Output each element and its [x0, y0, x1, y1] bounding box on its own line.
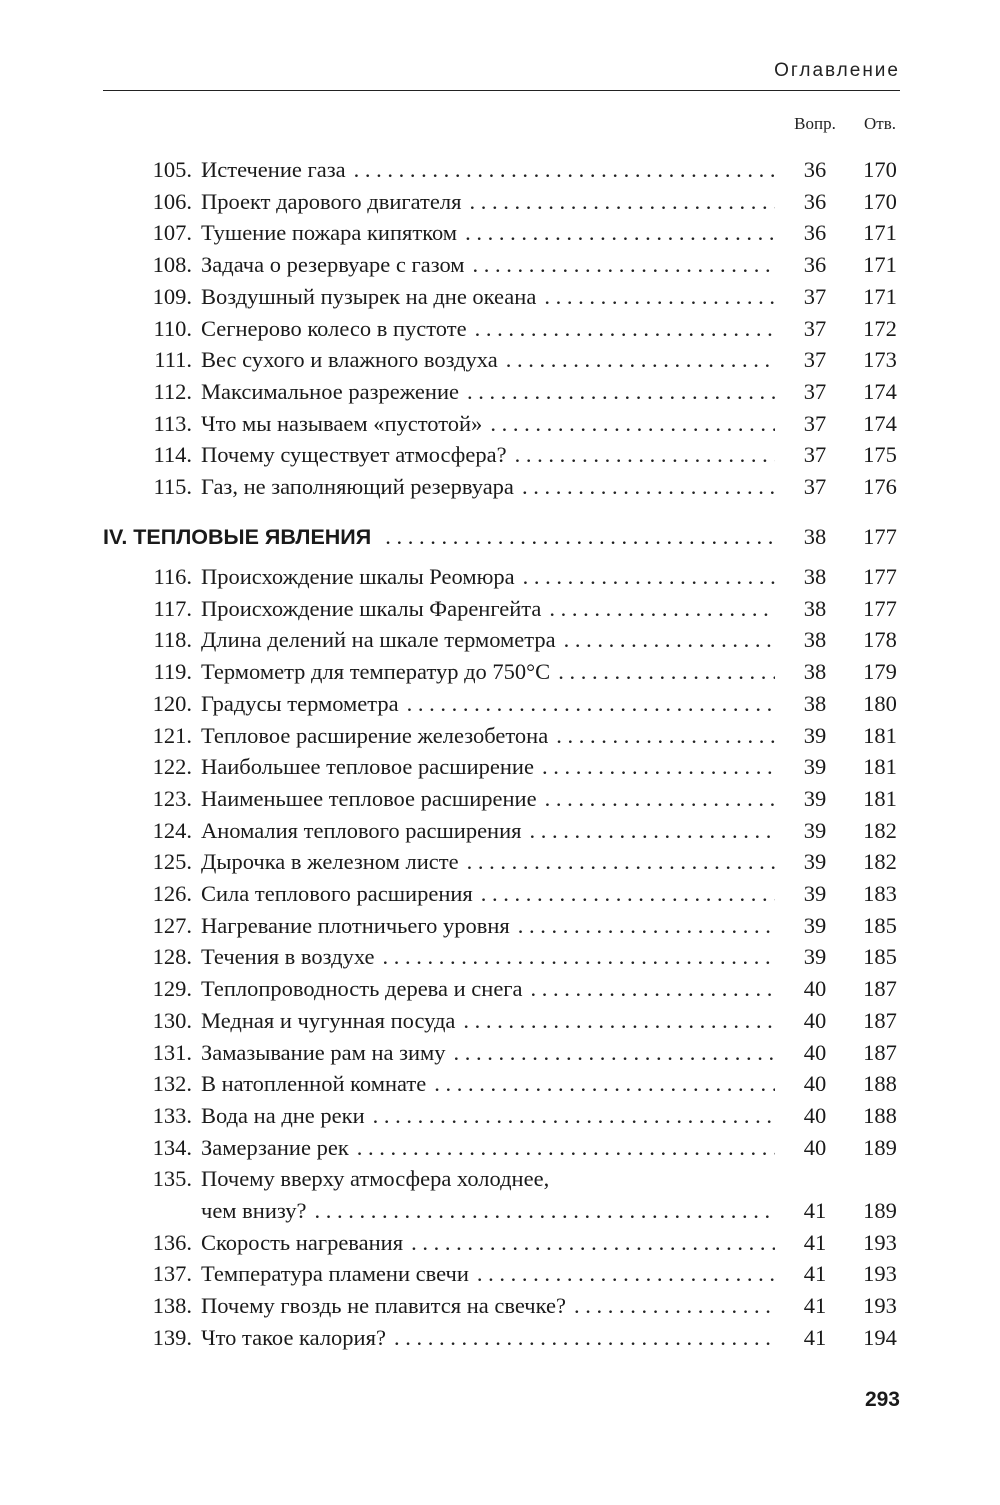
leader-dots [541, 593, 775, 625]
leader-dots [455, 1005, 775, 1037]
entry-number: 115. [153, 474, 192, 499]
entry-number: 107. [152, 220, 192, 246]
entry-title: чем внизу? . . . [201, 1195, 775, 1227]
entry-number: 112. [153, 378, 192, 404]
entry-title: Теплопроводность дерева и снега . . . [201, 973, 775, 1005]
leader-dots [365, 1100, 775, 1132]
entry-number: 132. [152, 1071, 192, 1097]
column-headers [0, 114, 1000, 138]
question-page: 40 [803, 1102, 827, 1128]
toc-entry [0, 439, 1000, 471]
answer-page: 189 [863, 1134, 897, 1160]
answer-page: 177 [863, 524, 897, 549]
toc-entry [0, 783, 1000, 815]
entry-title: Почему существует атмосфера? . . . [201, 439, 775, 471]
leader-dots [426, 1068, 775, 1100]
answer-page: 177 [863, 564, 897, 589]
answers-column-header: Отв. [864, 114, 896, 133]
entry-number: 118. [153, 627, 192, 653]
answer-page: 189 [863, 1198, 897, 1223]
question-page: 40 [803, 1007, 827, 1033]
question-page: 41 [803, 1261, 827, 1287]
leader-dots [461, 186, 775, 218]
leader-dots [371, 520, 775, 554]
question-page: 38 [803, 627, 827, 653]
leader-dots [346, 154, 775, 186]
entry-title: В натопленной комнате . . . [201, 1068, 775, 1100]
question-page: 38 [803, 595, 827, 621]
leader-dots [459, 846, 775, 878]
answer-page: 174 [863, 410, 897, 436]
entry-title: Тушение пожара кипятком . . . [201, 217, 775, 249]
answer-page: 173 [863, 347, 897, 373]
answer-page: 183 [863, 881, 897, 906]
question-page: 37 [803, 410, 827, 436]
answer-page: 187 [863, 976, 897, 1002]
question-page: 39 [803, 722, 827, 748]
answer-page: 171 [863, 220, 897, 246]
entry-number: 109. [152, 283, 192, 309]
leader-dots [510, 910, 775, 942]
leader-dots [536, 281, 775, 313]
entry-number: 120. [152, 690, 192, 716]
answer-page: 188 [863, 1071, 897, 1097]
question-page: 39 [803, 754, 827, 780]
answer-page: 194 [863, 1324, 897, 1350]
answer-page: 187 [863, 1039, 897, 1065]
toc-entry [0, 1163, 1000, 1195]
entry-number: 131. [152, 1039, 192, 1065]
leader-dots [467, 313, 775, 345]
answer-page: 181 [863, 785, 897, 811]
entry-title: Задача о резервуаре с газом . . . [201, 249, 775, 281]
entry-title: Вес сухого и влажного воздуха . . . [201, 344, 775, 376]
answer-page: 170 [863, 157, 897, 182]
entry-number: 116. [153, 564, 192, 589]
entry-title: Наибольшее тепловое расширение . . . [201, 751, 775, 783]
entry-title: Сегнерово колесо в пустоте . . . [201, 313, 775, 345]
leader-dots [537, 783, 775, 815]
entry-title: Замерзание рек . . . [201, 1132, 775, 1164]
answer-page: 177 [863, 595, 897, 621]
question-page: 41 [803, 1293, 827, 1319]
section-heading [0, 520, 1000, 554]
leader-dots [375, 941, 776, 973]
toc-entry [0, 878, 1000, 910]
entry-title: Термометр для температур до 750°С . . . [201, 656, 775, 688]
answer-page: 176 [863, 474, 897, 499]
question-page: 38 [803, 564, 827, 589]
toc-entry [0, 408, 1000, 440]
entry-title: Почему гвоздь не плавится на свечке? . . . [201, 1290, 775, 1322]
answer-page: 185 [863, 944, 897, 970]
question-page: 37 [803, 378, 827, 404]
entry-number: 122. [152, 754, 192, 780]
question-page: 37 [803, 442, 827, 468]
toc-entry [0, 217, 1000, 249]
toc-entry [0, 344, 1000, 376]
toc-entry-continuation [0, 1195, 1000, 1227]
entry-number: 137. [152, 1261, 192, 1287]
question-page: 39 [803, 785, 827, 811]
running-head: Оглавление [774, 60, 900, 81]
leader-dots [457, 217, 775, 249]
entry-title: Длина делений на шкале термометра . . . [201, 624, 775, 656]
toc-entry [0, 376, 1000, 408]
entry-title: Максимальное разрежение . . . [201, 376, 775, 408]
entry-title: Происхождение шкалы Реомюра . . . [201, 561, 775, 593]
toc-entry [0, 281, 1000, 313]
toc-entry [0, 973, 1000, 1005]
leader-dots [482, 408, 775, 440]
question-page: 38 [803, 659, 827, 685]
toc-entry [0, 1227, 1000, 1259]
question-page: 40 [803, 1039, 827, 1065]
question-page: 36 [803, 188, 827, 214]
question-page: 36 [803, 157, 827, 182]
questions-column-header: Вопр. [794, 114, 836, 133]
entry-title: Почему вверху атмосфера холоднее, [201, 1166, 550, 1192]
entry-title: Нагревание плотничьего уровня . . . [201, 910, 775, 942]
leader-dots [507, 439, 775, 471]
toc-entry [0, 561, 1000, 593]
toc-entry [0, 1290, 1000, 1322]
leader-dots [465, 249, 775, 281]
entry-number: 119. [153, 659, 192, 685]
entry-number: 126. [152, 881, 192, 906]
answer-page: 193 [863, 1229, 897, 1255]
toc-entry [0, 154, 1000, 186]
entry-title: Температура пламени свечи . . . [201, 1258, 775, 1290]
leader-dots [550, 656, 775, 688]
answer-page: 188 [863, 1102, 897, 1128]
answer-page: 178 [863, 627, 897, 653]
entry-title: Проект дарового двигателя . . . [201, 186, 775, 218]
entry-number: 113. [153, 410, 192, 436]
leader-dots [523, 973, 775, 1005]
answer-page: 193 [863, 1261, 897, 1287]
toc-entry [0, 471, 1000, 503]
toc-entry [0, 910, 1000, 942]
leader-dots [469, 1258, 775, 1290]
entry-number: 138. [152, 1293, 192, 1319]
question-page: 39 [803, 881, 827, 906]
answer-page: 174 [863, 378, 897, 404]
answer-page: 193 [863, 1293, 897, 1319]
answer-page: 172 [863, 315, 897, 341]
question-page: 38 [803, 690, 827, 716]
entry-title: Течения в воздухе . . . [201, 941, 775, 973]
leader-dots [403, 1227, 775, 1259]
toc-entry [0, 1068, 1000, 1100]
answer-page: 171 [863, 283, 897, 309]
answer-page: 180 [863, 690, 897, 716]
question-page: 39 [803, 944, 827, 970]
entry-title: Скорость нагревания . . . [201, 1227, 775, 1259]
entry-number: 139. [152, 1324, 192, 1350]
entry-number: 105. [152, 157, 192, 182]
question-page: 36 [803, 252, 827, 278]
toc-entry [0, 1322, 1000, 1354]
entry-title: Что мы называем «пустотой» . . . [201, 408, 775, 440]
leader-dots [386, 1322, 775, 1354]
entry-title: Градусы термометра . . . [201, 688, 775, 720]
answer-page: 182 [863, 817, 897, 843]
question-page: 40 [803, 1071, 827, 1097]
leader-dots [498, 344, 775, 376]
leader-dots [349, 1132, 775, 1164]
entry-number: 136. [152, 1229, 192, 1255]
toc-entry [0, 593, 1000, 625]
entry-number: 108. [152, 252, 192, 278]
entry-number: 128. [152, 944, 192, 970]
leader-dots [515, 561, 775, 593]
leader-dots [399, 688, 775, 720]
question-page: 41 [803, 1229, 827, 1255]
entry-title: Дырочка в железном листе . . . [201, 846, 775, 878]
section-title: IV. ТЕПЛОВЫЕ ЯВЛЕНИЯ . . . [103, 520, 775, 554]
toc-entry [0, 656, 1000, 688]
entry-number: 133. [152, 1102, 192, 1128]
entry-title: Тепловое расширение железобетона . . . [201, 720, 775, 752]
leader-dots [556, 624, 775, 656]
entry-number: 124. [152, 817, 192, 843]
entry-number: 110. [153, 315, 192, 341]
entry-number: 130. [152, 1007, 192, 1033]
question-page: 39 [803, 912, 827, 938]
leader-dots [446, 1037, 775, 1069]
leader-dots [566, 1290, 775, 1322]
entry-title: Что такое калория? . . . [201, 1322, 775, 1354]
answer-page: 187 [863, 1007, 897, 1033]
leader-dots [473, 878, 775, 910]
entry-title: Сила теплового расширения . . . [201, 878, 775, 910]
toc-entry [0, 846, 1000, 878]
toc-entry [0, 1132, 1000, 1164]
leader-dots [459, 376, 775, 408]
entry-number: 114. [153, 442, 192, 468]
question-page: 37 [803, 474, 827, 499]
entry-title: Воздушный пузырек на дне океана . . . [201, 281, 775, 313]
answer-page: 185 [863, 912, 897, 938]
toc-entry [0, 688, 1000, 720]
entry-number: 135. [152, 1166, 192, 1192]
entry-number: 111. [154, 347, 192, 373]
entry-title: Газ, не заполняющий резервуара . . . [201, 471, 775, 503]
toc-entry [0, 751, 1000, 783]
question-page: 39 [803, 849, 827, 875]
toc-entry [0, 1005, 1000, 1037]
leader-dots [307, 1195, 775, 1227]
entry-title: Медная и чугунная посуда . . . [201, 1005, 775, 1037]
question-page: 37 [803, 347, 827, 373]
entry-number: 127. [152, 912, 192, 938]
toc-entry [0, 720, 1000, 752]
leader-dots [534, 751, 775, 783]
answer-page: 171 [863, 252, 897, 278]
entry-title: Вода на дне реки . . . [201, 1100, 775, 1132]
answer-page: 170 [863, 188, 897, 214]
entry-number: 134. [152, 1134, 192, 1160]
question-page: 37 [803, 315, 827, 341]
toc-entry [0, 1258, 1000, 1290]
question-page: 38 [803, 524, 827, 549]
entry-title: Аномалия теплового расширения . . . [201, 815, 775, 847]
question-page: 37 [803, 283, 827, 309]
answer-page: 179 [863, 659, 897, 685]
page-number: 293 [864, 1388, 900, 1411]
toc-entry [0, 249, 1000, 281]
question-page: 36 [803, 220, 827, 246]
toc-entry [0, 941, 1000, 973]
toc-entry [0, 186, 1000, 218]
entry-title: Наименьшее тепловое расширение . . . [201, 783, 775, 815]
entry-number: 121. [152, 722, 192, 748]
entry-title: Замазывание рам на зиму . . . [201, 1037, 775, 1069]
question-page: 40 [803, 1134, 827, 1160]
toc-entry [0, 313, 1000, 345]
leader-dots [514, 471, 775, 503]
leader-dots [548, 720, 775, 752]
entry-title: Происхождение шкалы Фаренгейта . . . [201, 593, 775, 625]
header-rule [103, 90, 900, 91]
answer-page: 182 [863, 849, 897, 875]
entry-number: 129. [152, 976, 192, 1002]
toc-entry [0, 1037, 1000, 1069]
question-page: 41 [803, 1198, 827, 1223]
entry-title: Истечение газа . . . [201, 154, 775, 186]
question-page: 40 [803, 976, 827, 1002]
question-page: 41 [803, 1324, 827, 1350]
entry-number: 125. [152, 849, 192, 875]
entry-number: 117. [153, 595, 192, 621]
toc-entry [0, 1100, 1000, 1132]
entry-number: 123. [152, 785, 192, 811]
leader-dots [521, 815, 775, 847]
entry-number: 106. [152, 188, 192, 214]
toc-entry [0, 815, 1000, 847]
question-page: 39 [803, 817, 827, 843]
answer-page: 181 [863, 754, 897, 780]
answer-page: 181 [863, 722, 897, 748]
toc-entry [0, 624, 1000, 656]
answer-page: 175 [863, 442, 897, 468]
